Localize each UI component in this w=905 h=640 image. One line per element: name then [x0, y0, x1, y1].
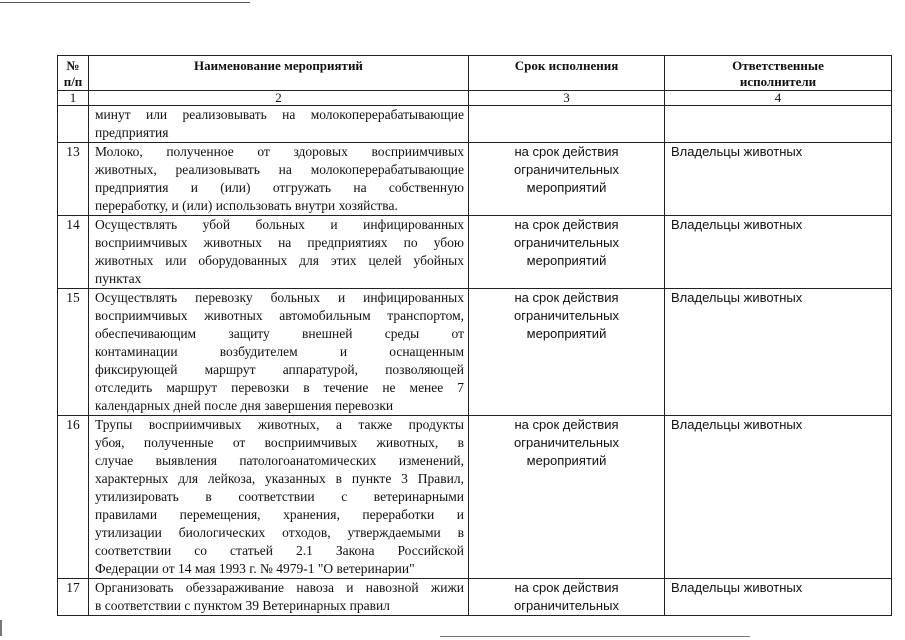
- header-term: Срок исполнения: [469, 56, 665, 91]
- row-number: 16: [58, 416, 89, 579]
- measure-text-line: убоя, полученные от восприимчивых животных, в: [95, 435, 464, 450]
- measure-text-line: пунктах: [95, 271, 142, 286]
- measure-text-line: контаминации возбудителем и оснащенным: [95, 344, 464, 359]
- measure-text-line: календарных дней после дня завершения перевозки: [95, 398, 394, 413]
- row-number: 13: [58, 143, 89, 216]
- deadline-text-line: ограничительных: [514, 162, 619, 177]
- header-task: Наименование мероприятий: [89, 56, 469, 91]
- measure-name: [89, 106, 469, 143]
- measures-table: [57, 55, 892, 616]
- measure-text-line: утилизации биологических отходов, утверждаемыми в: [95, 525, 464, 540]
- responsible: Владельцы животных: [665, 216, 892, 289]
- measure-text-line: утилизировать в соответствии с ветеринарными: [95, 489, 464, 504]
- row-number: 17: [58, 579, 89, 616]
- measure-text-line: животных или оборудованных для этих целей убойных: [95, 253, 464, 268]
- deadline: [469, 416, 665, 579]
- measure-name: [89, 216, 469, 289]
- measure-text-line: обеспечивающим защиту внешней среды от: [95, 326, 464, 341]
- col-number: 4: [665, 91, 892, 106]
- responsible: Владельцы животных: [665, 289, 892, 416]
- measure-text-line: восприимчивых животных на предприятиях по убою: [95, 235, 464, 250]
- table-row: [58, 216, 892, 289]
- responsible: Владельцы животных: [665, 143, 892, 216]
- deadline: [469, 216, 665, 289]
- deadline: [469, 579, 665, 616]
- deadline-text-line: на срок действия: [514, 290, 619, 305]
- measure-text-line: восприимчивых животных автомобильным транспортом,: [95, 308, 464, 323]
- table-row: [58, 289, 892, 416]
- measure-name: [89, 416, 469, 579]
- deadline: [469, 143, 665, 216]
- top-rule: [0, 2, 250, 3]
- column-numbers-row: [58, 91, 892, 106]
- table-row: [58, 143, 892, 216]
- measure-text-line: Осуществлять убой больных и инфицированных: [95, 217, 464, 232]
- header-num: № п/п: [58, 56, 89, 91]
- row-number: 15: [58, 289, 89, 416]
- measure-text-line: Молоко, полученное от здоровых восприимчивых: [95, 144, 464, 159]
- deadline-text-line: на срок действия: [514, 217, 619, 232]
- deadline-text-line: ограничительных: [514, 598, 619, 613]
- responsible: [665, 106, 892, 143]
- measure-text-line: Федерации от 14 мая 1993 г. № 4979-1 "О ветеринарии": [95, 561, 415, 576]
- deadline-text-line: мероприятий: [526, 326, 607, 341]
- measure-text-line: правилами перемещения, хранения, переработки и: [95, 507, 464, 522]
- responsible: Владельцы животных: [665, 579, 892, 616]
- measure-name: [89, 143, 469, 216]
- table-row: [58, 106, 892, 143]
- responsible: Владельцы животных: [665, 416, 892, 579]
- measure-text-line: Осуществлять перевозку больных и инфицированных: [95, 290, 464, 305]
- measure-text-line: соответствии со статьей 2.1 Закона Российской: [95, 543, 464, 558]
- measure-text-line: отследить маршрут перевозки в течение не менее 7: [95, 380, 464, 395]
- measure-text-line: характерных для лейкоза, указанных в пункте 3 Правил,: [95, 471, 464, 486]
- deadline-text-line: мероприятий: [526, 180, 607, 195]
- header-row: [58, 56, 892, 91]
- measure-text-line: случае выявления патологоанатомических изменений,: [95, 453, 464, 468]
- row-number: [58, 106, 89, 143]
- deadline-text-line: ограничительных: [514, 308, 619, 323]
- measure-text-line: предприятия: [95, 125, 169, 140]
- deadline-text-line: мероприятий: [526, 453, 607, 468]
- measure-text-line: переработку, и (или) использовать внутри хозяйства.: [95, 198, 398, 213]
- col-number: 2: [89, 91, 469, 106]
- deadline-text-line: на срок действия: [514, 580, 619, 595]
- deadline-text-line: на срок действия: [514, 417, 619, 432]
- col-number: 1: [58, 91, 89, 106]
- table-row: [58, 579, 892, 616]
- measure-text-line: минут или реализовывать на молокоперерабатывающие: [95, 107, 464, 122]
- scan-mark: [0, 620, 2, 636]
- deadline: [469, 106, 665, 143]
- measure-text-line: животных, реализовывать на молокоперерабатывающие: [95, 162, 464, 177]
- deadline-text-line: на срок действия: [514, 144, 619, 159]
- bottom-rule: [440, 636, 750, 637]
- measure-text-line: в соответствии с пунктом 39 Ветеринарных правил: [95, 598, 390, 613]
- measure-name: [89, 289, 469, 416]
- col-number: 3: [469, 91, 665, 106]
- table-row: [58, 416, 892, 579]
- measure-text-line: Трупы восприимчивых животных, а также продукты: [95, 417, 464, 432]
- measure-text-line: Организовать обеззараживание навоза и навозной жижи: [95, 580, 464, 595]
- measure-text-line: предприятия и (или) отгружать на собственную: [95, 180, 464, 195]
- deadline-text-line: мероприятий: [526, 253, 607, 268]
- measure-text-line: фиксирующей маршрут аппаратурой, позволяющей: [95, 362, 464, 377]
- deadline-text-line: ограничительных: [514, 435, 619, 450]
- deadline-text-line: ограничительных: [514, 235, 619, 250]
- row-number: 14: [58, 216, 89, 289]
- header-resp: Ответственные исполнители: [665, 56, 892, 91]
- measure-name: [89, 579, 469, 616]
- deadline: [469, 289, 665, 416]
